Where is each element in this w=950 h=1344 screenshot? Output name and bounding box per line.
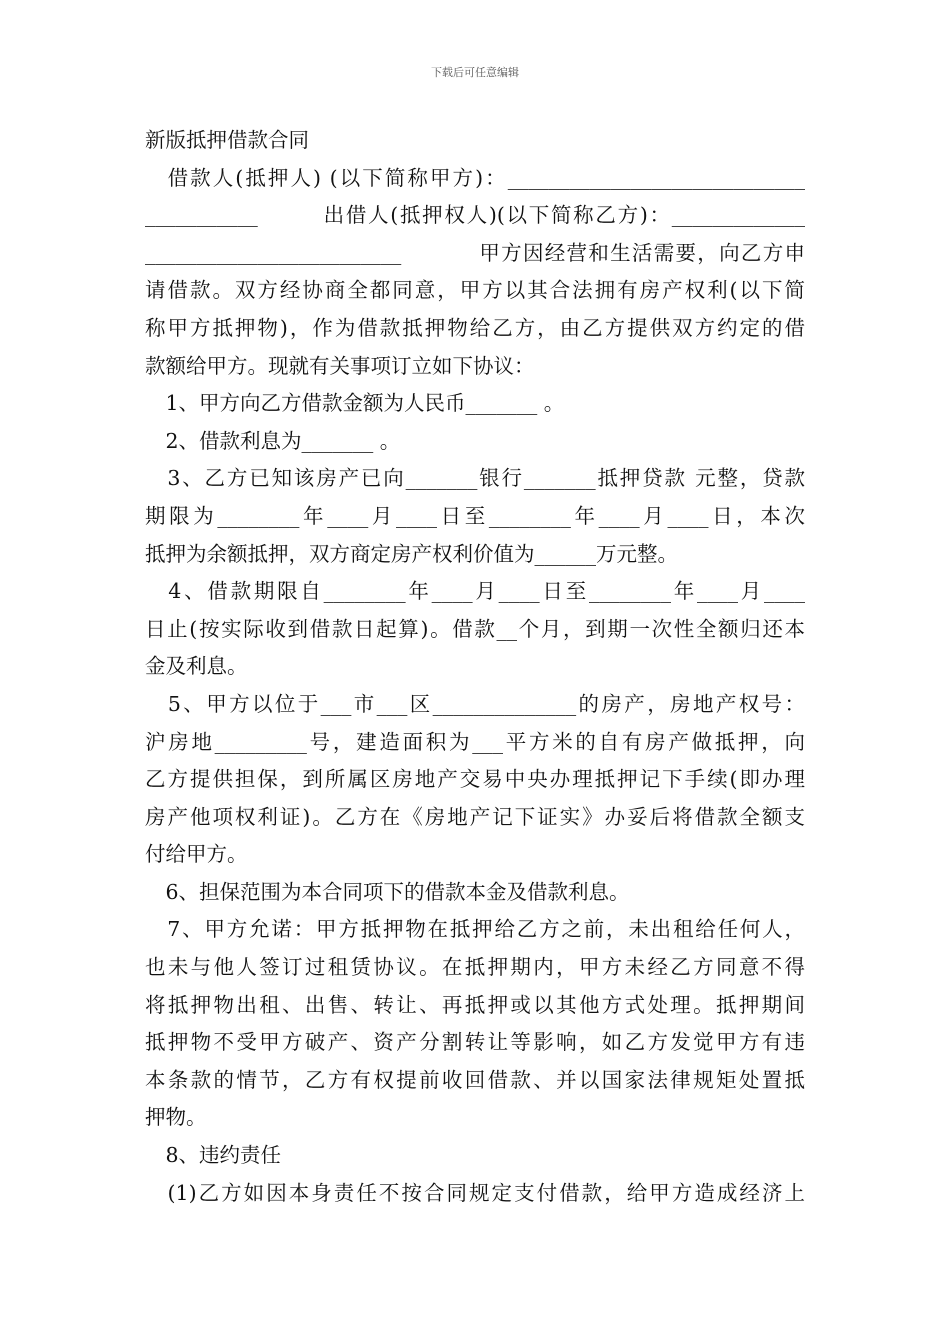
text-line: 日止(按实际收到借款日起算)。借款__个月，到期一次性全额归还本: [145, 616, 805, 641]
clause-1: 1、甲方向乙方借款金额为人民币_______ 。: [145, 391, 565, 416]
text-line: 请借款。双方经协商全都同意，甲方以其合法拥有房产权利(以下简: [145, 278, 805, 303]
clause-7: 7、甲方允诺：甲方抵押物在抵押给乙方之前，未出租给任何人，: [145, 917, 805, 942]
text-line: ___________ 出借人(抵押权人)(以下简称乙方)：_____________: [145, 203, 805, 228]
clause-3: 3、乙方已知该房产已向_______银行_______抵押贷款 元整，贷款: [145, 466, 805, 491]
text-line: 本条款的情节，乙方有权提前收回借款、并以国家法律规矩处置抵: [145, 1067, 805, 1092]
clause-8-1: (1)乙方如因本身责任不按合同规定支付借款，给甲方造成经济上: [145, 1180, 805, 1205]
clause-8: 8、违约责任: [145, 1143, 282, 1168]
clause-6: 6、担保范围为本合同项下的借款本金及借款利息。: [145, 879, 630, 904]
text-line: _________________________ 甲方因经营和生活需要，向乙方申: [145, 240, 805, 265]
text-line: 押物。: [145, 1105, 207, 1130]
page-header: 下载后可任意编辑: [431, 66, 519, 79]
text-line: 借款人(抵押人) (以下简称甲方)：_____________________________: [145, 165, 805, 190]
text-line: 付给甲方。: [145, 842, 248, 867]
text-line: 沪房地_________号，建造面积为___平方米的自有房产做抵押，向: [145, 729, 805, 754]
text-line: 乙方提供担保，到所属区房地产交易中央办理抵押记下手续(即办理: [145, 767, 805, 792]
clause-5: 5、甲方以位于___市___区______________的房产，房地产权号：: [145, 691, 805, 716]
text-line: 金及利息。: [145, 654, 248, 679]
text-line: 款额给甲方。现就有关事项订立如下协议：: [145, 353, 535, 378]
text-line: 抵押为余额抵押，双方商定房产权利价值为______万元整。: [145, 541, 678, 566]
document-title: 新版抵押借款合同: [145, 128, 309, 152]
text-line: 称甲方抵押物)，作为借款抵押物给乙方，由乙方提供双方约定的借: [145, 315, 805, 340]
text-line: 也未与他人签订过租赁协议。在抵押期内，甲方未经乙方同意不得: [145, 955, 805, 980]
text-line: 房产他项权利证)。乙方在《房地产记下证实》办妥后将借款全额支: [145, 804, 805, 829]
clause-4: 4、借款期限自________年____月____日至________年____月____: [145, 579, 805, 604]
contract-body: [145, 122, 805, 1212]
clause-2: 2、借款利息为_______ 。: [145, 428, 401, 453]
text-line: 期限为________年____月____日至________年____月____日，本次: [145, 503, 805, 528]
text-line: 抵押物不受甲方破产、资产分割转让等影响，如乙方发觉甲方有违: [145, 1030, 805, 1055]
text-line: 将抵押物出租、出售、转让、再抵押或以其他方式处理。抵押期间: [145, 992, 805, 1017]
